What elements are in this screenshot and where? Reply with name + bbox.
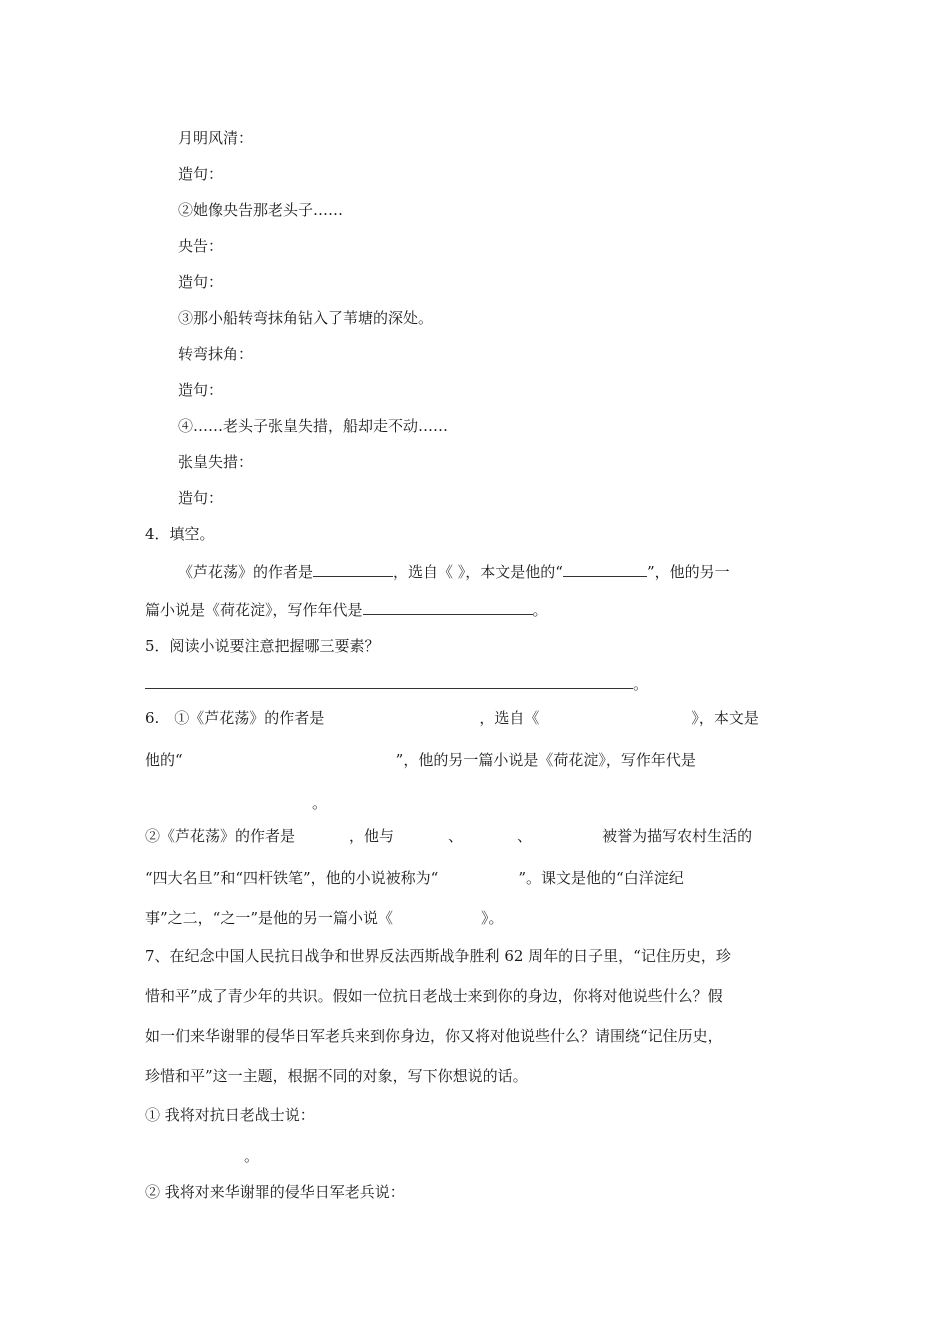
q6-line-1 xyxy=(145,708,807,728)
q6-line-6 xyxy=(145,908,504,928)
q6-text-a1: 6. ①《芦花荡》的作者是 xyxy=(145,709,325,727)
q6-text-d2: ，他与 xyxy=(349,827,395,845)
q4-text-a1: 《芦花荡》的作者是 xyxy=(178,563,314,581)
q6-line-5 xyxy=(145,868,684,888)
q5-end: 。 xyxy=(633,675,649,693)
q3-line-10: 张皇失措： xyxy=(178,453,254,471)
q4-blank-year[interactable] xyxy=(363,598,533,615)
q6-text-e1: “四大名旦”和“四杆铁笔”，他的小说被称为“ xyxy=(145,869,439,887)
q4-text-b1: 篇小说是《荷花淀》，写作年代是 xyxy=(145,601,363,619)
q6-text-f1: 事”之二，“之一”是他的另一篇小说《 xyxy=(145,909,394,927)
q6-text-d3: 、 xyxy=(448,827,464,845)
q7-line-2: 惜和平”成了青少年的共识。假如一位抗日老战士来到你的身边，你将对他说些什么？假 xyxy=(145,987,723,1005)
q5-answer-line xyxy=(145,672,648,694)
q3-line-3: ②她像央告那老头子…… xyxy=(178,201,344,219)
q6-line-2 xyxy=(145,750,696,770)
q3-line-11: 造句： xyxy=(178,489,224,507)
q6-text-a2: ，选自《 xyxy=(479,709,540,727)
q3-line-8: 造句： xyxy=(178,381,224,399)
q4-text-b2: 。 xyxy=(532,601,548,619)
q4-blank-author[interactable] xyxy=(313,560,393,577)
q3-line-5: 造句： xyxy=(178,273,224,291)
q6-text-d1: ②《芦花荡》的作者是 xyxy=(145,827,296,845)
q5-title: 5．阅读小说要注意把握哪三要素？ xyxy=(145,637,380,655)
q3-line-9: ④……老头子张皇失措，船却走不动…… xyxy=(178,417,449,435)
q6-line-3: 。 xyxy=(312,794,328,812)
q6-text-b1: 他的“ xyxy=(145,751,183,769)
q6-text-e2: ”。课文是他的“白洋淀纪 xyxy=(518,869,684,887)
q7-line-5: ① 我将对抗日老战士说： xyxy=(145,1106,315,1124)
q3-line-1: 月明风清： xyxy=(178,129,254,147)
q6-line-4 xyxy=(145,826,752,846)
q5-blank-answer[interactable] xyxy=(145,672,633,689)
q3-line-2: 造句： xyxy=(178,165,224,183)
q4-text-a3: ”，他的另一 xyxy=(646,563,730,581)
q4-title: 4．填空。 xyxy=(145,525,215,543)
q6-text-d5: 被誉为描写农村生活的 xyxy=(602,827,753,845)
q6-text-a3: 》，本文是 xyxy=(691,709,759,727)
q3-line-4: 央告： xyxy=(178,237,224,255)
q6-text-b2: ”，他的另一篇小说是《荷花淀》，写作年代是 xyxy=(395,751,696,769)
q4-text-a2: ，选自《 》，本文是他的“ xyxy=(393,563,563,581)
q4-line-2 xyxy=(145,598,548,620)
q7-line-3: 如一们来华谢罪的侵华日军老兵来到你身边，你又将对他说些什么？请围绕“记住历史， xyxy=(145,1027,723,1045)
q6-text-f2: 》。 xyxy=(481,909,504,927)
q7-line-4: 珍惜和平”这一主题，根据不同的对象，写下你想说的话。 xyxy=(145,1067,528,1085)
q7-line-1: 7、在纪念中国人民抗日战争和世界反法西斯战争胜利 62 周年的日子里，“记住历史，珍 xyxy=(145,947,731,965)
q4-blank-series[interactable] xyxy=(563,560,647,577)
q7-line-7: ② 我将对来华谢罪的侵华日军老兵说： xyxy=(145,1183,405,1201)
q3-line-6: ③那小船转弯抹角钻入了苇塘的深处。 xyxy=(178,309,434,327)
q4-line-1 xyxy=(178,560,730,582)
q3-line-7: 转弯抹角： xyxy=(178,345,254,363)
q6-text-d4: 、 xyxy=(517,827,533,845)
q7-line-6: 。 xyxy=(244,1147,260,1165)
